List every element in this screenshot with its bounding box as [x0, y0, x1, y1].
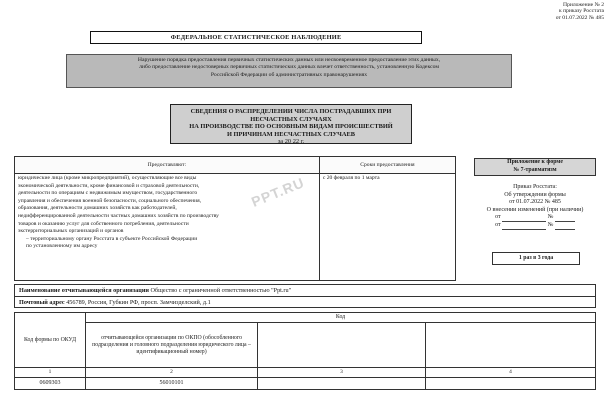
- code-subheader-empty: [258, 323, 426, 368]
- column-number: 4: [426, 368, 596, 378]
- order-from-label: от: [495, 221, 501, 228]
- respondents-header: Предоставляют:: [15, 157, 320, 174]
- order-no-label: №: [547, 214, 554, 221]
- annex-line: № 7-травматизм: [513, 166, 557, 173]
- order-fill-row: [466, 222, 604, 230]
- appendix-line: Приложение № 2: [563, 2, 604, 8]
- code-table-number-row: [15, 368, 596, 378]
- respondents-line: экономической деятельности, кроме финансовой и страховой деятельности,: [18, 182, 200, 189]
- respondents-line: образования, деятельности домашних хозяйств как работодателей,: [18, 205, 177, 212]
- respondents-line: юридические лица (кроме микропредприятий), осуществляющие все виды: [18, 175, 197, 181]
- postal-address-row: [14, 296, 596, 308]
- annex-line: Приложение к форме: [507, 159, 563, 165]
- respondents-table: [14, 156, 456, 281]
- report-title-line: СВЕДЕНИЯ О РАСПРЕДЕЛЕНИИ ЧИСЛА ПОСТРАДАВШИХ ПРИ НЕСЧАСТНЫХ СЛУЧАЯХ: [190, 108, 392, 123]
- watermark: PPT.RU: [249, 174, 307, 210]
- warning-line: либо предоставление недостоверных первичных статистических данных влечет ответственность, установленную Кодексом: [139, 64, 439, 71]
- respondents-line: управления и обеспечения военной безопасности, социального обеспечения,: [18, 197, 202, 204]
- postal-address-value[interactable]: 456789, Россия, Губкин РФ, просп. Замчизделский, д.1: [66, 299, 211, 306]
- code-value-3[interactable]: [258, 378, 426, 390]
- order-line: Об утверждении формы: [504, 191, 566, 198]
- respondents-bullet: – территориальному органу Росстата в субъекте Российской Федерации: [26, 235, 198, 242]
- order-line: от 01.07.2022 № 485: [509, 199, 561, 206]
- okud-header: Код формы по ОКУД: [15, 313, 86, 368]
- okud-code-value[interactable]: 0609303: [15, 378, 86, 390]
- annex-form-box: [474, 158, 596, 176]
- warning-line: Нарушение порядка предоставления первичных статистических данных или несвоевременное предоставление этих данных,: [137, 57, 441, 63]
- appendix-reference: [484, 2, 604, 21]
- organization-name-row: [14, 284, 596, 296]
- postal-address-label: Почтовый адрес: [19, 299, 65, 306]
- federal-observation-title: ФЕДЕРАЛЬНОЕ СТАТИСТИЧЕСКОЕ НАБЛЮДЕНИЕ: [90, 31, 422, 44]
- order-number-field[interactable]: [555, 215, 575, 222]
- order-date-field[interactable]: [502, 215, 546, 222]
- report-year: за 20 22 г.: [277, 138, 305, 146]
- code-table-value-row: [15, 378, 596, 390]
- order-number-field[interactable]: [555, 223, 575, 230]
- column-number: 3: [258, 368, 426, 378]
- code-subheader-empty: [426, 323, 596, 368]
- deadline-header: Сроки предоставления: [319, 157, 455, 174]
- respondents-description: [15, 174, 320, 281]
- column-number: 1: [15, 368, 86, 378]
- deadline-value: с 20 февраля по 1 марта: [319, 174, 455, 281]
- respondents-header-row: [15, 157, 456, 174]
- respondents-bullet: по установленному им адресу: [26, 243, 98, 250]
- code-header: Код: [86, 313, 596, 323]
- order-from-label: от: [495, 214, 501, 221]
- order-date-field[interactable]: [502, 223, 546, 230]
- code-table-header-row: [15, 313, 596, 323]
- code-table: [14, 312, 596, 390]
- report-title-line: И ПРИЧИНАМ НЕСЧАСТНЫХ СЛУЧАЕВ: [226, 130, 356, 138]
- organization-name-label: Наименование отчитывающейся организации: [19, 287, 149, 294]
- order-line: О внесении изменений (при наличии): [486, 206, 584, 213]
- order-block: [466, 184, 604, 230]
- report-title-box: [170, 104, 412, 144]
- respondents-line: деятельности по операциям с недвижимым имуществом, государственного: [18, 190, 198, 197]
- frequency-box: 1 раз в 3 года: [492, 252, 580, 265]
- column-number: 2: [86, 368, 258, 378]
- okpo-code-value[interactable]: 56010101: [86, 378, 258, 390]
- respondents-line: экстерриториальных организаций и органов: [18, 228, 124, 235]
- order-fill-row: [466, 214, 604, 222]
- legal-warning-box: [66, 54, 512, 88]
- report-title-line: НА ПРОИЗВОДСТВЕ ПО ОСНОВНЫМ ВИДАМ ПРОИСШЕСТВИЙ: [189, 123, 393, 131]
- appendix-line: к приказу Росстата: [558, 8, 604, 15]
- organization-name-value[interactable]: Общество с ограниченной ответственностью "Ppt.ru": [150, 287, 292, 294]
- order-line: Приказ Росстата:: [513, 184, 557, 190]
- respondents-line: товаров и оказанию услуг для собственного потребления, деятельности: [18, 220, 189, 227]
- appendix-line: от 01.07.2022 № 485: [555, 14, 604, 21]
- respondents-line: недифференцированной деятельности частных домашних хозяйств по производству: [18, 212, 219, 219]
- respondents-body-row: [15, 174, 456, 281]
- code-table-subheader-row: [15, 323, 596, 368]
- okpo-header: отчитывающейся организации по ОКПО (обособленного подразделения и головного подразделения юридического лица – идентификационный номер): [86, 323, 258, 368]
- order-no-label: №: [547, 221, 554, 228]
- code-value-4[interactable]: [426, 378, 596, 390]
- warning-line: Российской Федерации об административных правонарушениях: [210, 71, 368, 78]
